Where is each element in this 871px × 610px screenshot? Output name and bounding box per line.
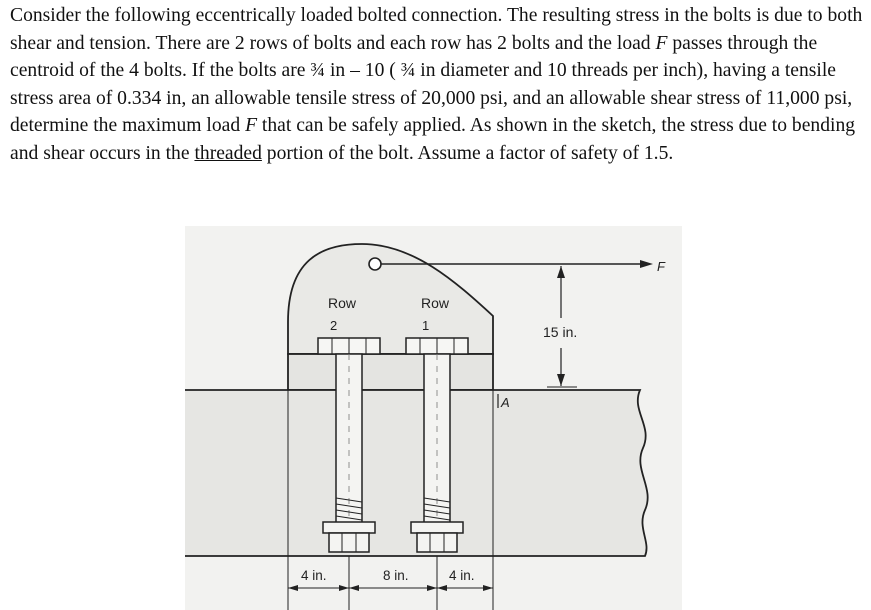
load-variable: F [655,32,668,54]
bolted-connection-figure [185,226,682,610]
row1-number: 1 [422,318,430,333]
load-variable: F [245,115,258,137]
load-pin-hole [369,258,381,270]
bracket-flange [288,354,493,390]
dimension-middle: 8 in. [383,568,409,583]
dimension-right: 4 in. [449,568,475,583]
row1-label: Row [421,295,450,311]
connection-sketch [185,226,682,610]
problem-statement [10,2,865,168]
height-dimension: 15 in. [543,324,578,340]
underlined-word: threaded [194,142,262,164]
dimension-left: 4 in. [301,568,327,583]
point-a-label: A [501,395,510,410]
problem-text: Consider the following eccentrically loaded bolted connection. The resulting stress in the bolts is due to both shear and tension. There are 2 rows of bolts and each row has 2 bolts and the load F passes through the centroid of the 4 bolts. If the bolts are ¾ in – 10 ( ¾ in diameter and 10 threads per inch), having a tensile stress area of 0.334 in, an allowable tensile stress of 20,000 psi, and an allowable shear stress of 11,000 psi, determine the maximum load F that can be safely applied. As shown in the sketch, the stress due to bending and shear occurs in the threaded portion of the bolt. Assume a factor of safety of 1.5. [10,5,863,164]
row2-number: 2 [330,318,338,333]
row2-label: Row [328,295,357,311]
load-label: F [657,259,665,274]
